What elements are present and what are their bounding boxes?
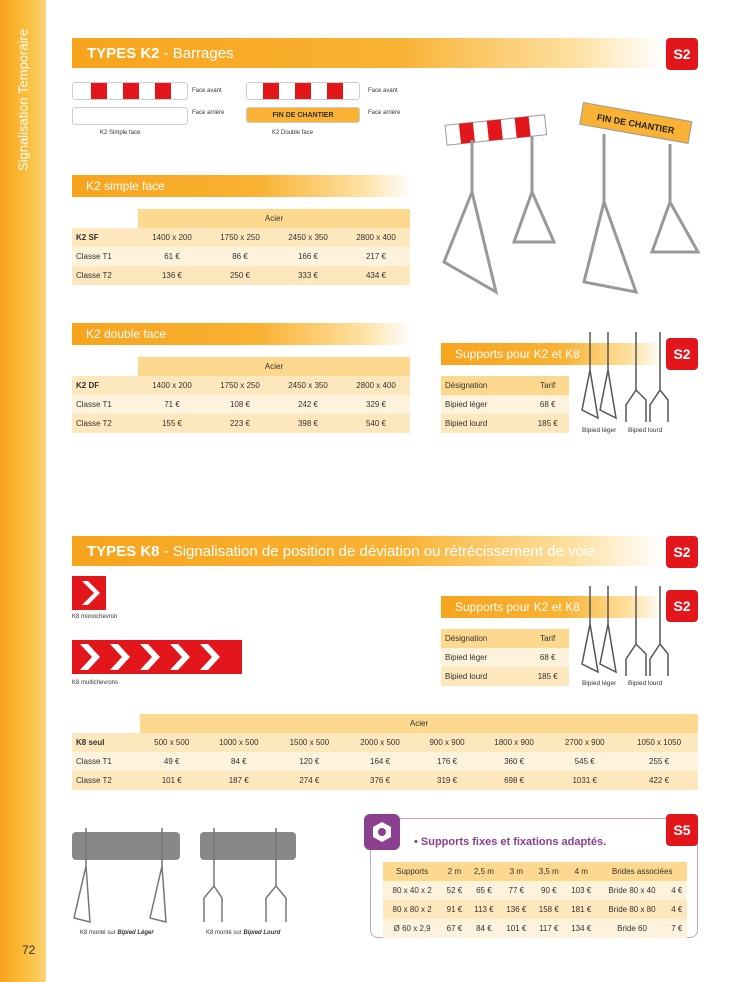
price-cell: 545 € bbox=[549, 752, 620, 771]
k8-banner bbox=[72, 536, 662, 566]
material-header: Acier bbox=[138, 209, 410, 228]
row-header: K8 seul bbox=[72, 733, 140, 752]
row-label: Classe T1 bbox=[72, 752, 140, 771]
price-cell: 4 € bbox=[667, 900, 687, 919]
k8-monochevron-caption: K8 monochevron bbox=[72, 614, 118, 620]
price-cell: 103 € bbox=[565, 881, 597, 900]
column-header: 2 m bbox=[441, 862, 467, 881]
bipied-icon bbox=[578, 330, 670, 425]
column-header: 2700 x 900 bbox=[549, 733, 620, 752]
column-header: 1750 x 250 bbox=[206, 228, 274, 247]
fixations-title: • Supports fixes et fixations adaptés. bbox=[414, 836, 607, 848]
k8-table bbox=[72, 714, 698, 790]
material-header: Acier bbox=[140, 714, 698, 733]
price-cell: 176 € bbox=[415, 752, 478, 771]
designation-header: Désignation bbox=[441, 629, 526, 648]
price-cell: 398 € bbox=[274, 414, 342, 433]
empty-cell bbox=[72, 714, 140, 733]
column-header: 1500 x 500 bbox=[274, 733, 345, 752]
k8-leger-caption-em: Bipied Léger bbox=[117, 930, 154, 936]
price-cell: 164 € bbox=[345, 752, 416, 771]
column-header: 1400 x 200 bbox=[138, 228, 206, 247]
price-cell: 117 € bbox=[533, 919, 565, 938]
price-cell: 422 € bbox=[620, 771, 698, 790]
price-cell: 185 € bbox=[526, 667, 569, 686]
price-cell: 181 € bbox=[565, 900, 597, 919]
supports-table-2 bbox=[441, 629, 569, 686]
k8-leger-caption-prefix: K8 monté sur bbox=[80, 930, 118, 936]
hex-nut-icon bbox=[371, 821, 393, 843]
row-label: Classe T2 bbox=[72, 414, 138, 433]
price-cell: 136 € bbox=[500, 900, 532, 919]
price-cell: 49 € bbox=[140, 752, 203, 771]
row-label: Bipied lourd bbox=[441, 414, 526, 433]
page-number: 72 bbox=[22, 943, 36, 957]
k2-barrier-photo bbox=[436, 92, 704, 302]
price-cell: 113 € bbox=[468, 900, 500, 919]
k8-leger-caption bbox=[80, 930, 154, 936]
bipied-leger-caption: Bipied léger bbox=[582, 680, 617, 687]
k8-multichevrons-sign bbox=[72, 640, 242, 674]
k8-mount-leger-icon bbox=[70, 826, 182, 926]
price-cell: 158 € bbox=[533, 900, 565, 919]
column-header: 2450 x 350 bbox=[274, 376, 342, 395]
price-cell: 120 € bbox=[274, 752, 345, 771]
face-arriere-label-2: Face arrière bbox=[368, 110, 401, 116]
price-cell: 52 € bbox=[441, 881, 467, 900]
price-cell: 61 € bbox=[138, 247, 206, 266]
fin-de-chantier-sign: FIN DE CHANTIER bbox=[246, 107, 360, 123]
k8-badge: S2 bbox=[666, 536, 698, 568]
row-header: K2 SF bbox=[72, 228, 138, 247]
k8-banner-rest: - Signalisation de position de déviation ou rétrécissement de voie bbox=[163, 542, 596, 560]
price-cell: 7 € bbox=[667, 919, 687, 938]
price-cell: 1031 € bbox=[549, 771, 620, 790]
bipied-lourd-caption: Bipied lourd bbox=[628, 427, 663, 434]
sidebar-title: Signalisation Temporaire bbox=[15, 28, 31, 172]
red-white-stripes bbox=[247, 83, 360, 100]
supports-badge-1: S2 bbox=[666, 338, 698, 370]
sidebar bbox=[0, 0, 46, 982]
bride-cell: Bride 60 bbox=[597, 919, 666, 938]
price-cell: 108 € bbox=[206, 395, 274, 414]
k2-double-caption: K2 Double face bbox=[272, 130, 314, 136]
row-label: Classe T1 bbox=[72, 395, 138, 414]
column-header: 2450 x 350 bbox=[274, 228, 342, 247]
price-cell: 84 € bbox=[468, 919, 500, 938]
k8-monochevron-sign bbox=[72, 576, 106, 610]
k2-barrier-illustration bbox=[436, 92, 704, 302]
price-cell: 166 € bbox=[274, 247, 342, 266]
bipied-illustration-2 bbox=[578, 584, 670, 679]
row-label: Bipied léger bbox=[441, 395, 526, 414]
k2-double-table bbox=[72, 357, 410, 433]
price-cell: 101 € bbox=[140, 771, 203, 790]
price-cell: 4 € bbox=[667, 881, 687, 900]
k2-simple-caption: K2 Simple face bbox=[100, 130, 141, 136]
price-cell: 434 € bbox=[342, 266, 410, 285]
price-cell: 68 € bbox=[526, 648, 569, 667]
k2-simple-banner: K2 simple face bbox=[72, 175, 412, 197]
k2-banner bbox=[72, 38, 662, 68]
column-header: 1400 x 200 bbox=[138, 376, 206, 395]
column-header: 4 m bbox=[565, 862, 597, 881]
price-cell: 77 € bbox=[500, 881, 532, 900]
chevron-sign-icon bbox=[72, 576, 106, 610]
k2-badge: S2 bbox=[666, 38, 698, 70]
row-label: Bipied léger bbox=[441, 648, 526, 667]
price-cell: 84 € bbox=[203, 752, 274, 771]
price-cell: 71 € bbox=[138, 395, 206, 414]
k8-lourd-caption-em: Bipied Lourd bbox=[243, 930, 281, 936]
price-cell: 134 € bbox=[565, 919, 597, 938]
price-cell: 360 € bbox=[479, 752, 550, 771]
k8-mount-lourd-icon bbox=[198, 826, 298, 926]
red-white-stripes bbox=[73, 83, 188, 100]
photo-sign-text: FIN DE CHANTIER bbox=[596, 112, 676, 136]
row-label: Classe T1 bbox=[72, 247, 138, 266]
support-cell: 80 x 40 x 2 bbox=[383, 881, 441, 900]
price-cell: 376 € bbox=[345, 771, 416, 790]
k2-banner-rest: - Barrages bbox=[163, 44, 234, 62]
bipied-leger-caption: Bipied léger bbox=[582, 427, 617, 434]
supports-banner-2: Supports pour K2 et K8 bbox=[441, 596, 663, 618]
k2-simple-table bbox=[72, 209, 410, 285]
k2-banner-bold: TYPES K2 bbox=[87, 44, 160, 62]
price-cell: 217 € bbox=[342, 247, 410, 266]
k8-banner-bold: TYPES K8 bbox=[87, 542, 160, 560]
price-cell: 274 € bbox=[274, 771, 345, 790]
face-avant-label-1: Face avant bbox=[192, 88, 222, 94]
supports-banner-1: Supports pour K2 et K8 bbox=[441, 343, 663, 365]
price-cell: 187 € bbox=[203, 771, 274, 790]
supports-table-1 bbox=[441, 376, 569, 433]
column-header: 2800 x 400 bbox=[342, 228, 410, 247]
k8-lourd-caption-prefix: K8 monté sur bbox=[206, 930, 244, 936]
tarif-header: Tarif bbox=[526, 376, 569, 395]
row-label: Classe T2 bbox=[72, 771, 140, 790]
price-cell: 91 € bbox=[441, 900, 467, 919]
column-header: 2,5 m bbox=[468, 862, 500, 881]
row-label: Classe T2 bbox=[72, 266, 138, 285]
column-header: 3,5 m bbox=[533, 862, 565, 881]
column-header: 500 x 500 bbox=[140, 733, 203, 752]
price-cell: 333 € bbox=[274, 266, 342, 285]
fixations-badge: S5 bbox=[666, 814, 698, 846]
price-cell: 101 € bbox=[500, 919, 532, 938]
column-header: 1800 x 900 bbox=[479, 733, 550, 752]
face-arriere-label-1: Face arrière bbox=[192, 110, 225, 116]
column-header: 1000 x 500 bbox=[203, 733, 274, 752]
price-cell: 185 € bbox=[526, 414, 569, 433]
k8-lourd-caption bbox=[206, 930, 280, 936]
price-cell: 90 € bbox=[533, 881, 565, 900]
empty-cell bbox=[72, 209, 138, 228]
price-cell: 65 € bbox=[468, 881, 500, 900]
column-header: 3 m bbox=[500, 862, 532, 881]
column-header: 2000 x 500 bbox=[345, 733, 416, 752]
supports-badge-2: S2 bbox=[666, 590, 698, 622]
row-label: Bipied lourd bbox=[441, 667, 526, 686]
column-header: Brides associées bbox=[597, 862, 687, 881]
bipied-lourd-caption: Bipied lourd bbox=[628, 680, 663, 687]
designation-header: Désignation bbox=[441, 376, 526, 395]
bride-cell: Bride 80 x 40 bbox=[597, 881, 666, 900]
multichevron-sign-icon bbox=[72, 640, 242, 674]
price-cell: 67 € bbox=[441, 919, 467, 938]
price-cell: 698 € bbox=[479, 771, 550, 790]
k2-simple-front-sign bbox=[72, 82, 188, 100]
nut-icon bbox=[364, 814, 400, 850]
empty-cell bbox=[72, 357, 138, 376]
column-header: 2800 x 400 bbox=[342, 376, 410, 395]
k8-bipied-lourd-illustration bbox=[198, 826, 298, 926]
column-header: Supports bbox=[383, 862, 441, 881]
support-cell: 80 x 80 x 2 bbox=[383, 900, 441, 919]
price-cell: 250 € bbox=[206, 266, 274, 285]
price-cell: 86 € bbox=[206, 247, 274, 266]
material-header: Acier bbox=[138, 357, 410, 376]
bipied-illustration-1 bbox=[578, 330, 670, 425]
column-header: 1050 x 1050 bbox=[620, 733, 698, 752]
column-header: 1750 x 250 bbox=[206, 376, 274, 395]
face-avant-label-2: Face avant bbox=[368, 88, 398, 94]
price-cell: 155 € bbox=[138, 414, 206, 433]
price-cell: 540 € bbox=[342, 414, 410, 433]
price-cell: 223 € bbox=[206, 414, 274, 433]
k2-double-banner: K2 double face bbox=[72, 323, 412, 345]
price-cell: 329 € bbox=[342, 395, 410, 414]
k8-multichevrons-caption: K8 multichevrons bbox=[72, 680, 119, 686]
k2-double-front-sign bbox=[246, 82, 360, 100]
k2-simple-back-sign bbox=[72, 107, 188, 125]
price-cell: 242 € bbox=[274, 395, 342, 414]
fixations-table bbox=[383, 862, 687, 938]
k8-bipied-leger-illustration bbox=[70, 826, 182, 926]
support-cell: Ø 60 x 2,9 bbox=[383, 919, 441, 938]
bipied-icon bbox=[578, 584, 670, 679]
bride-cell: Bride 80 x 80 bbox=[597, 900, 666, 919]
tarif-header: Tarif bbox=[526, 629, 569, 648]
column-header: 900 x 900 bbox=[415, 733, 478, 752]
price-cell: 319 € bbox=[415, 771, 478, 790]
price-cell: 255 € bbox=[620, 752, 698, 771]
price-cell: 68 € bbox=[526, 395, 569, 414]
price-cell: 136 € bbox=[138, 266, 206, 285]
row-header: K2 DF bbox=[72, 376, 138, 395]
